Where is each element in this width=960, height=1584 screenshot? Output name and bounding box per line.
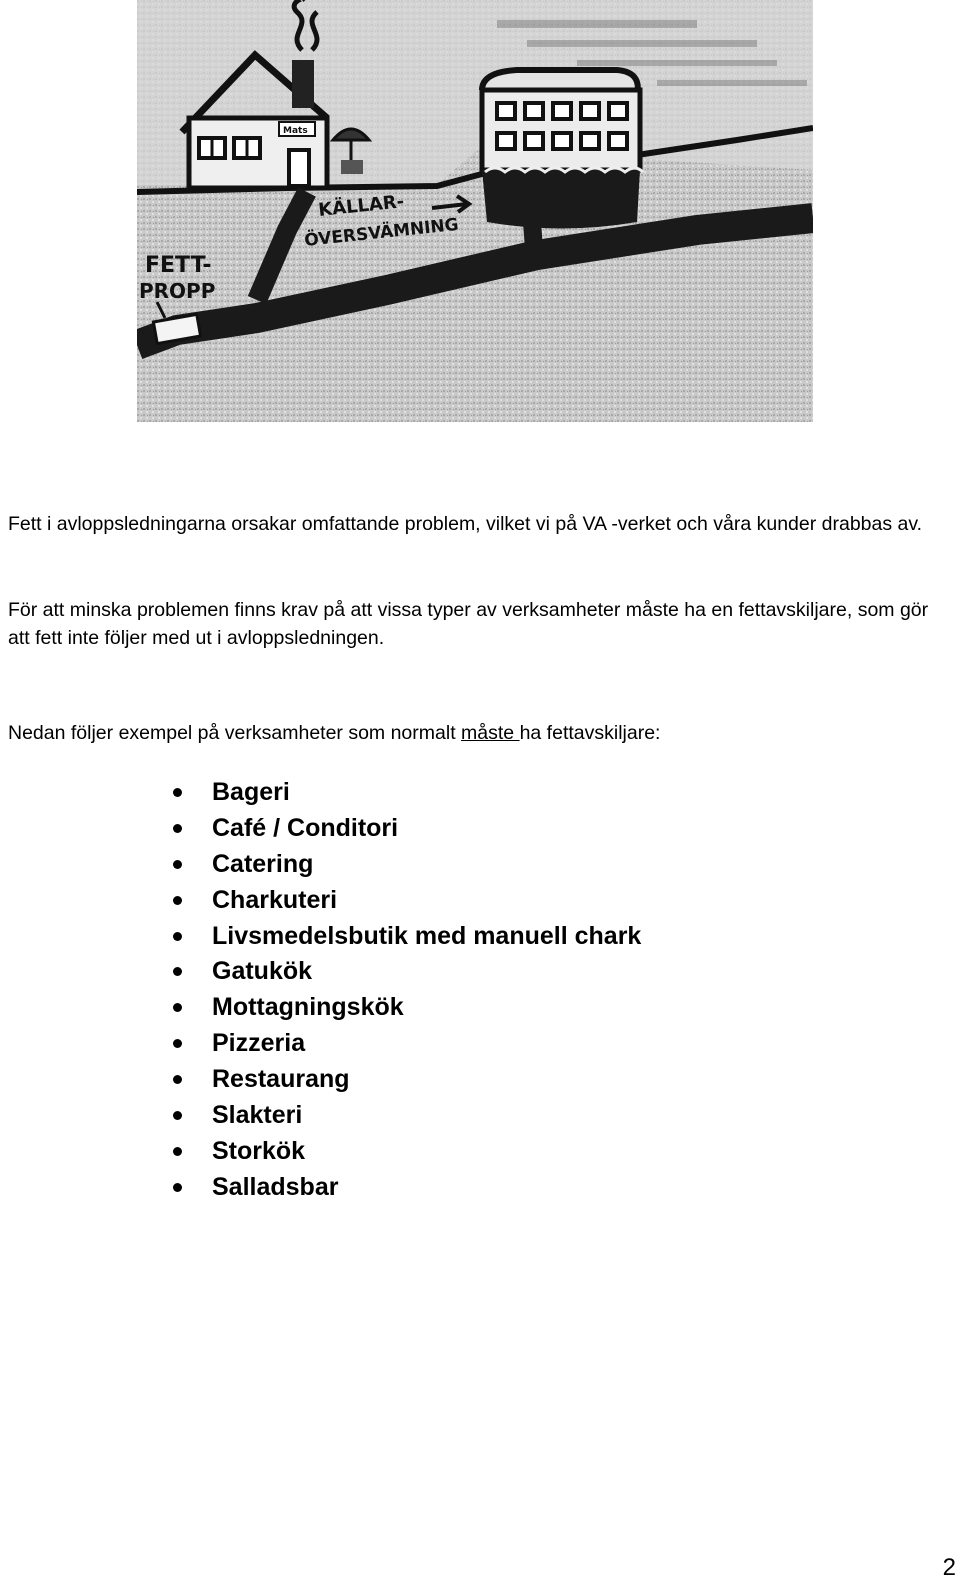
- list-item-label: Pizzeria: [212, 1029, 306, 1058]
- list-item-label: Storkök: [212, 1136, 306, 1165]
- bullet-icon: [173, 1039, 182, 1048]
- bullet-icon: [173, 1075, 182, 1084]
- list-item: [170, 1097, 641, 1133]
- list-item: [170, 1133, 641, 1169]
- bullet-icon: [173, 860, 182, 869]
- flooded-basement: [482, 170, 640, 229]
- bullet-icon: [173, 967, 182, 976]
- list-item: [170, 953, 641, 989]
- fettpropp-label-line1: FETT-: [145, 253, 212, 278]
- bullet-icon: [173, 824, 182, 833]
- underlined-maste: måste: [461, 722, 520, 744]
- list-item-label: Salladsbar: [212, 1172, 339, 1201]
- bullet-icon: [173, 1003, 182, 1012]
- bullet-icon: [173, 1111, 182, 1120]
- list-item-label: Slakteri: [212, 1101, 303, 1130]
- business-type-list: [170, 774, 641, 1205]
- list-item: [170, 882, 641, 918]
- list-intro-paragraph: [8, 719, 948, 747]
- list-item-label: Gatukök: [212, 957, 313, 986]
- kallar-label-line2: ÖVERSVÄMNING: [303, 214, 460, 251]
- list-item: [170, 989, 641, 1025]
- bullet-icon: [173, 1183, 182, 1192]
- list-item-label: Restaurang: [212, 1065, 350, 1094]
- house-sign-label: Mats: [283, 126, 308, 136]
- list-intro-text-end: ha fettavskiljare:: [519, 722, 661, 744]
- list-item-label: Café / Conditori: [212, 813, 399, 842]
- list-item-label: Mottagningskök: [212, 993, 404, 1022]
- bullet-icon: [173, 788, 182, 797]
- intro-paragraph: Fett i avloppsledningarna orsakar omfattande problem, vilket vi på VA -verket och våra kunder drabbas av.: [8, 513, 923, 535]
- list-item-label: Charkuteri: [212, 885, 338, 914]
- bullet-icon: [173, 1147, 182, 1156]
- sewer-illustration: [137, 0, 813, 422]
- list-item: [170, 810, 641, 846]
- list-item-label: Bageri: [212, 778, 290, 806]
- list-item: [170, 918, 641, 954]
- list-item-label: Livsmedelsbutik med manuell chark: [212, 921, 642, 950]
- list-item: [170, 1169, 641, 1205]
- requirement-paragraph: För att minska problemen finns krav på att vissa typer av verksamheter måste ha en fettavskiljare, som gör att fett inte följer med ut i avloppsledningen.: [8, 599, 929, 649]
- list-item: [170, 846, 641, 882]
- list-item: [170, 1025, 641, 1061]
- list-intro-text: Nedan följer exempel på verksamheter som normalt: [8, 722, 462, 744]
- fettpropp-label-line2: PROPP: [139, 279, 216, 303]
- bullet-icon: [173, 896, 182, 905]
- list-item: [170, 774, 641, 810]
- list-item-label: Catering: [212, 849, 314, 878]
- kallar-label-line1: KÄLLAR-: [317, 191, 406, 221]
- page-number: 2: [942, 1554, 956, 1581]
- bullet-icon: [173, 932, 182, 941]
- list-item: [170, 1061, 641, 1097]
